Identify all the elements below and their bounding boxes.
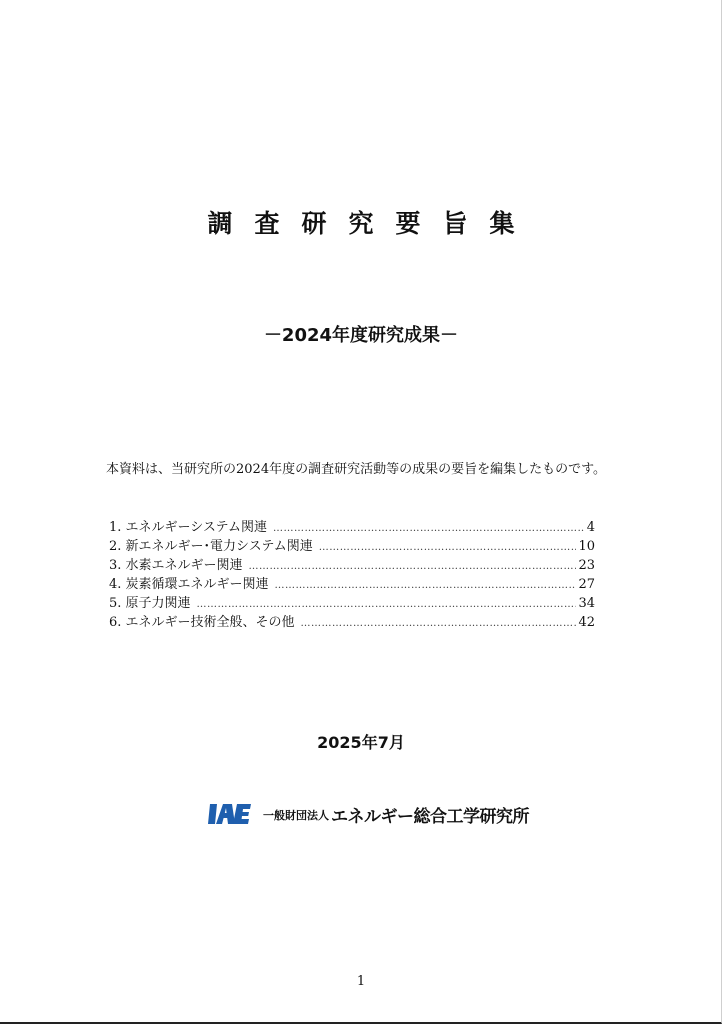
toc-leader-dots <box>249 557 577 576</box>
toc-entry-page: 42 <box>578 615 595 630</box>
toc-entry[interactable] <box>109 613 595 632</box>
toc-entry[interactable] <box>109 575 595 594</box>
organization-name: エネルギー総合工学研究所 <box>331 806 529 827</box>
toc-entry-label: 4. 炭素循環エネルギー関連 <box>109 577 269 592</box>
page-number: 1 <box>356 974 366 989</box>
table-of-contents <box>109 518 595 632</box>
document-subtitle: －2024年度研究成果－ <box>263 325 459 346</box>
toc-entry-page: 27 <box>578 577 595 592</box>
toc-leader-dots <box>301 614 577 633</box>
iae-logo-icon <box>208 801 253 827</box>
toc-entry[interactable] <box>109 518 595 537</box>
organization-prefix: 一般財団法人 <box>263 809 329 822</box>
toc-entry-label: 6. エネルギー技術全般、その他 <box>109 615 295 630</box>
document-title: 調査研究要旨集 <box>207 209 537 238</box>
intro-text: 本資料は、当研究所の2024年度の調査研究活動等の成果の要旨を編集したものです。 <box>106 462 607 477</box>
toc-entry[interactable] <box>109 537 595 556</box>
toc-entry-label: 3. 水素エネルギー関連 <box>109 558 243 573</box>
toc-entry-label: 2. 新エネルギー･電力システム関連 <box>109 539 313 554</box>
toc-entry[interactable] <box>109 556 595 575</box>
toc-leader-dots <box>273 519 585 538</box>
toc-entry-page: 10 <box>578 539 595 554</box>
toc-entry-label: 1. エネルギーシステム関連 <box>109 520 267 535</box>
toc-entry-page: 34 <box>578 596 595 611</box>
toc-leader-dots <box>319 538 577 557</box>
toc-leader-dots <box>197 595 577 614</box>
organization-block <box>208 800 529 828</box>
toc-leader-dots <box>275 576 577 595</box>
toc-entry-label: 5. 原子力関連 <box>109 596 191 611</box>
toc-entry-page: 4 <box>586 520 595 535</box>
publication-date: 2025年7月 <box>317 733 405 752</box>
toc-entry[interactable] <box>109 594 595 613</box>
toc-entry-page: 23 <box>578 558 595 573</box>
